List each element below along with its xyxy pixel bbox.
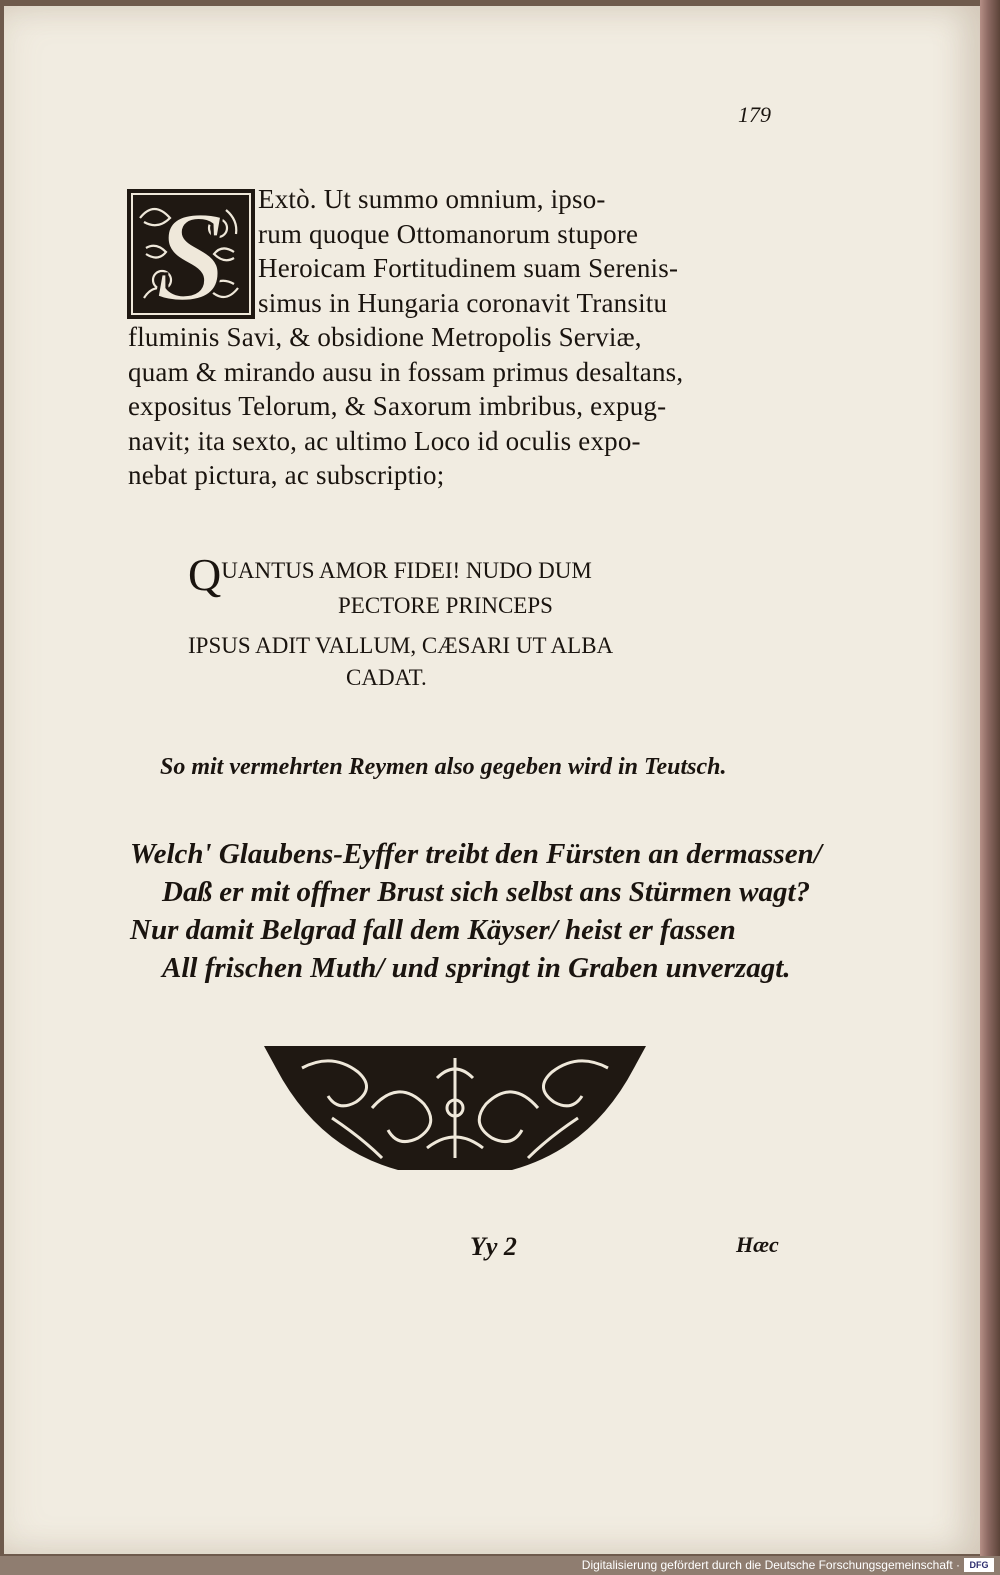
verse-initial: Q xyxy=(188,549,222,600)
footer-credit: Digitalisierung gefördert durch die Deutsche Forschungsgemeinschaft · xyxy=(581,1558,960,1572)
paragraph-line: simus in Hungaria coronavit Transitu xyxy=(258,287,668,318)
page-edge xyxy=(980,0,1000,1560)
dfg-logo: DFG xyxy=(964,1558,994,1572)
paragraph-line: fluminis Savi, & obsidione Metropolis Serviæ, xyxy=(128,322,642,352)
german-intro: So mit vermehrten Reymen also gegeben wird in Teutsch. xyxy=(160,754,727,780)
latin-verse-line: CADAT. xyxy=(346,665,427,690)
latin-verse-line: IPSUS ADIT VALLUM, CÆSARI UT ALBA xyxy=(188,633,614,658)
paragraph-line: Heroicam Fortitudinem suam Serenis- xyxy=(258,253,679,283)
paragraph-line: quam & mirando ausu in fossam primus desaltans, xyxy=(128,356,684,387)
latin-verse-line: QUANTUS AMOR FIDEI! NUDO DUM xyxy=(188,549,592,600)
paragraph-line: rum quoque Ottomanorum stupore xyxy=(258,218,639,249)
paragraph-line: nebat pictura, ac subscriptio; xyxy=(128,460,445,490)
german-verse-line: Daß er mit offner Brust sich selbst ans Stürmen wagt? xyxy=(162,876,811,908)
german-verse-line: Nur damit Belgrad fall dem Käyser/ heist er fassen xyxy=(130,914,736,946)
tailpiece-ornament xyxy=(262,1038,648,1180)
svg-text:S: S xyxy=(154,188,228,320)
paragraph-line: Extò. Ut summo omnium, ipso- xyxy=(258,184,606,214)
german-verse xyxy=(130,835,822,987)
paragraph-line: expositus Telorum, & Saxorum imbribus, expug- xyxy=(128,391,667,421)
page-number: 179 xyxy=(738,102,771,127)
german-verse-line: Welch' Glaubens-Eyffer treibt den Fürsten an dermassen/ xyxy=(130,838,822,870)
paragraph-line: navit; ita sexto, ac ultimo Loco id oculis expo- xyxy=(128,425,641,456)
catchword: Hæc xyxy=(736,1232,779,1257)
latin-verse xyxy=(188,549,748,694)
main-paragraph xyxy=(128,182,778,493)
latin-verse-line: PECTORE PRINCEPS xyxy=(338,593,553,618)
signature-mark: Yy 2 xyxy=(470,1232,517,1261)
german-verse-line: All frischen Muth/ und springt in Graben unverzagt. xyxy=(162,952,791,984)
